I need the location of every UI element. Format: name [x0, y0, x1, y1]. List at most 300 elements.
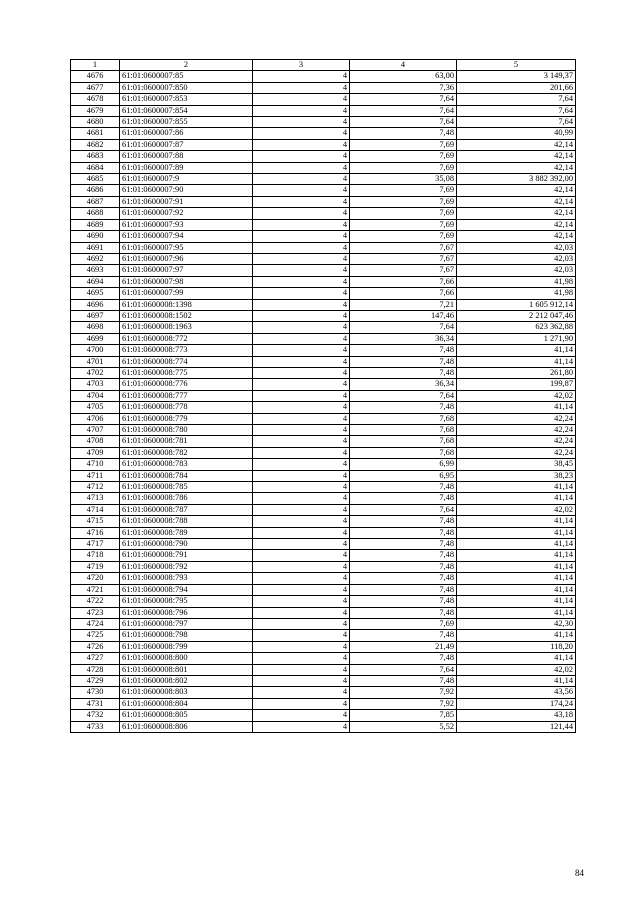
- cadastral-number: 61:01:0600008:782: [120, 447, 253, 458]
- column-3-value: 4: [253, 721, 350, 732]
- cadastral-number: 61:01:0600008:777: [120, 390, 253, 401]
- cadastral-number: 61:01:0600008:803: [120, 687, 253, 698]
- row-number: 4706: [71, 413, 120, 424]
- column-5-value: 41,14: [457, 516, 576, 527]
- table-row: [71, 459, 576, 470]
- column-4-value: 7,48: [350, 493, 457, 504]
- row-number: 4678: [71, 94, 120, 105]
- row-number: 4724: [71, 618, 120, 629]
- column-3-value: 4: [253, 219, 350, 230]
- row-number: 4719: [71, 561, 120, 572]
- column-5-value: 38,45: [457, 459, 576, 470]
- table-body: [71, 71, 576, 733]
- column-5-value: 3 149,37: [457, 71, 576, 82]
- column-3-value: 4: [253, 367, 350, 378]
- table-row: [71, 607, 576, 618]
- table-row: [71, 185, 576, 196]
- column-4-value: 7,48: [350, 596, 457, 607]
- table-row: [71, 139, 576, 150]
- row-number: 4697: [71, 310, 120, 321]
- column-3-value: 4: [253, 162, 350, 173]
- cadastral-number: 61:01:0600007:99: [120, 288, 253, 299]
- column-4-value: 7,36: [350, 82, 457, 93]
- cadastral-number: 61:01:0600008:806: [120, 721, 253, 732]
- column-4-value: 7,66: [350, 276, 457, 287]
- column-5-value: 121,44: [457, 721, 576, 732]
- column-5-value: 1 271,90: [457, 333, 576, 344]
- column-5-value: 42,14: [457, 162, 576, 173]
- cadastral-number: 61:01:0600008:1502: [120, 310, 253, 321]
- table-row: [71, 641, 576, 652]
- column-3-value: 4: [253, 82, 350, 93]
- cadastral-number: 61:01:0600007:91: [120, 196, 253, 207]
- row-number: 4711: [71, 470, 120, 481]
- column-5-value: 42,24: [457, 425, 576, 436]
- cadastral-number: 61:01:0600008:784: [120, 470, 253, 481]
- row-number: 4710: [71, 459, 120, 470]
- table-row: [71, 71, 576, 82]
- column-4-value: 6,95: [350, 470, 457, 481]
- column-3-value: 4: [253, 425, 350, 436]
- column-5-value: 40,99: [457, 128, 576, 139]
- column-header-5: 5: [457, 60, 576, 71]
- row-number: 4713: [71, 493, 120, 504]
- row-number: 4729: [71, 675, 120, 686]
- column-4-value: 21,49: [350, 641, 457, 652]
- column-3-value: 4: [253, 607, 350, 618]
- row-number: 4723: [71, 607, 120, 618]
- cadastral-number: 61:01:0600007:93: [120, 219, 253, 230]
- column-3-value: 4: [253, 139, 350, 150]
- column-header-4: 4: [350, 60, 457, 71]
- table-row: [71, 128, 576, 139]
- column-3-value: 4: [253, 345, 350, 356]
- table-row: [71, 117, 576, 128]
- column-3-value: 4: [253, 527, 350, 538]
- column-4-value: 7,64: [350, 664, 457, 675]
- table-row: [71, 288, 576, 299]
- column-3-value: 4: [253, 539, 350, 550]
- column-3-value: 4: [253, 687, 350, 698]
- table-row: [71, 231, 576, 242]
- cadastral-number: 61:01:0600008:799: [120, 641, 253, 652]
- row-number: 4721: [71, 584, 120, 595]
- column-3-value: 4: [253, 299, 350, 310]
- column-5-value: 42,03: [457, 265, 576, 276]
- row-number: 4696: [71, 299, 120, 310]
- column-5-value: 42,03: [457, 253, 576, 264]
- table-row: [71, 379, 576, 390]
- column-5-value: 42,24: [457, 436, 576, 447]
- cadastral-number: 61:01:0600008:787: [120, 504, 253, 515]
- table-row: [71, 698, 576, 709]
- column-5-value: 42,24: [457, 413, 576, 424]
- column-3-value: 4: [253, 276, 350, 287]
- row-number: 4683: [71, 151, 120, 162]
- table-header-row: [71, 60, 576, 71]
- column-3-value: 4: [253, 596, 350, 607]
- column-4-value: 7,68: [350, 447, 457, 458]
- row-number: 4682: [71, 139, 120, 150]
- cadastral-number: 61:01:0600008:802: [120, 675, 253, 686]
- cadastral-number: 61:01:0600008:793: [120, 573, 253, 584]
- column-4-value: 7,92: [350, 687, 457, 698]
- column-3-value: 4: [253, 253, 350, 264]
- cadastral-number: 61:01:0600008:790: [120, 539, 253, 550]
- column-5-value: 42,14: [457, 151, 576, 162]
- column-3-value: 4: [253, 653, 350, 664]
- column-3-value: 4: [253, 71, 350, 82]
- column-4-value: 7,69: [350, 185, 457, 196]
- table-row: [71, 402, 576, 413]
- column-header-3: 3: [253, 60, 350, 71]
- column-3-value: 4: [253, 436, 350, 447]
- row-number: 4688: [71, 208, 120, 219]
- cadastral-number: 61:01:0600007:855: [120, 117, 253, 128]
- row-number: 4709: [71, 447, 120, 458]
- row-number: 4679: [71, 105, 120, 116]
- table-row: [71, 356, 576, 367]
- row-number: 4701: [71, 356, 120, 367]
- column-5-value: 41,14: [457, 584, 576, 595]
- row-number: 4695: [71, 288, 120, 299]
- table-row: [71, 664, 576, 675]
- column-4-value: 7,48: [350, 584, 457, 595]
- table-row: [71, 390, 576, 401]
- cadastral-number: 61:01:0600007:85: [120, 71, 253, 82]
- column-5-value: 7,64: [457, 94, 576, 105]
- column-4-value: 7,69: [350, 208, 457, 219]
- cadastral-number: 61:01:0600008:791: [120, 550, 253, 561]
- row-number: 4733: [71, 721, 120, 732]
- column-3-value: 4: [253, 231, 350, 242]
- column-5-value: 623 362,88: [457, 322, 576, 333]
- column-4-value: 6,99: [350, 459, 457, 470]
- cadastral-number: 61:01:0600008:797: [120, 618, 253, 629]
- row-number: 4712: [71, 482, 120, 493]
- column-5-value: 118,20: [457, 641, 576, 652]
- column-5-value: 261,80: [457, 367, 576, 378]
- cadastral-number: 61:01:0600007:86: [120, 128, 253, 139]
- column-4-value: 147,46: [350, 310, 457, 321]
- table-row: [71, 333, 576, 344]
- table-row: [71, 299, 576, 310]
- table-row: [71, 550, 576, 561]
- column-5-value: 41,14: [457, 596, 576, 607]
- column-5-value: 41,14: [457, 527, 576, 538]
- table-row: [71, 596, 576, 607]
- column-4-value: 7,69: [350, 139, 457, 150]
- row-number: 4722: [71, 596, 120, 607]
- table-row: [71, 584, 576, 595]
- column-5-value: 7,64: [457, 117, 576, 128]
- row-number: 4726: [71, 641, 120, 652]
- column-4-value: 35,08: [350, 174, 457, 185]
- row-number: 4718: [71, 550, 120, 561]
- row-number: 4705: [71, 402, 120, 413]
- column-3-value: 4: [253, 333, 350, 344]
- column-4-value: 7,69: [350, 162, 457, 173]
- cadastral-number: 61:01:0600008:788: [120, 516, 253, 527]
- column-5-value: 199,87: [457, 379, 576, 390]
- column-3-value: 4: [253, 641, 350, 652]
- cadastral-number: 61:01:0600008:781: [120, 436, 253, 447]
- column-5-value: 1 605 912,14: [457, 299, 576, 310]
- table-row: [71, 653, 576, 664]
- column-5-value: 41,14: [457, 345, 576, 356]
- cadastral-number: 61:01:0600007:850: [120, 82, 253, 93]
- row-number: 4687: [71, 196, 120, 207]
- column-3-value: 4: [253, 265, 350, 276]
- column-header-2: 2: [120, 60, 253, 71]
- column-4-value: 7,64: [350, 504, 457, 515]
- column-4-value: 7,66: [350, 288, 457, 299]
- column-5-value: 41,14: [457, 561, 576, 572]
- cadastral-number: 61:01:0600007:89: [120, 162, 253, 173]
- row-number: 4702: [71, 367, 120, 378]
- cadastral-number: 61:01:0600007:97: [120, 265, 253, 276]
- column-3-value: 4: [253, 664, 350, 675]
- column-5-value: 174,24: [457, 698, 576, 709]
- table-row: [71, 675, 576, 686]
- column-3-value: 4: [253, 208, 350, 219]
- column-5-value: 41,14: [457, 630, 576, 641]
- cadastral-number: 61:01:0600008:805: [120, 710, 253, 721]
- cadastral-number: 61:01:0600008:794: [120, 584, 253, 595]
- table-row: [71, 425, 576, 436]
- column-4-value: 7,48: [350, 573, 457, 584]
- column-4-value: 7,67: [350, 253, 457, 264]
- table-row: [71, 482, 576, 493]
- column-4-value: 63,00: [350, 71, 457, 82]
- column-4-value: 5,52: [350, 721, 457, 732]
- table-row: [71, 516, 576, 527]
- table-row: [71, 618, 576, 629]
- column-3-value: 4: [253, 630, 350, 641]
- column-4-value: 7,67: [350, 265, 457, 276]
- row-number: 4693: [71, 265, 120, 276]
- cadastral-number: 61:01:0600008:774: [120, 356, 253, 367]
- table-row: [71, 436, 576, 447]
- column-5-value: 42,03: [457, 242, 576, 253]
- column-4-value: 7,48: [350, 539, 457, 550]
- table-row: [71, 253, 576, 264]
- cadastral-number: 61:01:0600007:98: [120, 276, 253, 287]
- column-4-value: 36,34: [350, 379, 457, 390]
- column-3-value: 4: [253, 356, 350, 367]
- column-5-value: 42,14: [457, 196, 576, 207]
- column-5-value: 41,98: [457, 276, 576, 287]
- row-number: 4703: [71, 379, 120, 390]
- column-4-value: 7,48: [350, 345, 457, 356]
- table-row: [71, 345, 576, 356]
- column-4-value: 7,92: [350, 698, 457, 709]
- cadastral-number: 61:01:0600008:776: [120, 379, 253, 390]
- table-row: [71, 265, 576, 276]
- column-3-value: 4: [253, 470, 350, 481]
- column-4-value: 7,21: [350, 299, 457, 310]
- cadastral-number: 61:01:0600008:804: [120, 698, 253, 709]
- column-5-value: 201,66: [457, 82, 576, 93]
- table-row: [71, 82, 576, 93]
- column-5-value: 41,14: [457, 539, 576, 550]
- column-3-value: 4: [253, 459, 350, 470]
- table-row: [71, 310, 576, 321]
- column-5-value: 41,14: [457, 356, 576, 367]
- data-table: [70, 59, 576, 733]
- column-5-value: 41,14: [457, 402, 576, 413]
- column-4-value: 7,48: [350, 607, 457, 618]
- cadastral-number: 61:01:0600008:779: [120, 413, 253, 424]
- column-5-value: 41,98: [457, 288, 576, 299]
- column-3-value: 4: [253, 493, 350, 504]
- table-row: [71, 527, 576, 538]
- column-4-value: 7,64: [350, 322, 457, 333]
- row-number: 4716: [71, 527, 120, 538]
- column-4-value: 7,69: [350, 618, 457, 629]
- column-4-value: 7,85: [350, 710, 457, 721]
- column-4-value: 7,69: [350, 151, 457, 162]
- cadastral-number: 61:01:0600007:90: [120, 185, 253, 196]
- column-5-value: 41,14: [457, 653, 576, 664]
- table-row: [71, 162, 576, 173]
- row-number: 4677: [71, 82, 120, 93]
- cadastral-number: 61:01:0600008:773: [120, 345, 253, 356]
- column-3-value: 4: [253, 516, 350, 527]
- column-3-value: 4: [253, 174, 350, 185]
- row-number: 4689: [71, 219, 120, 230]
- column-5-value: 7,64: [457, 105, 576, 116]
- table-row: [71, 174, 576, 185]
- column-5-value: 43,18: [457, 710, 576, 721]
- column-4-value: 7,48: [350, 402, 457, 413]
- column-4-value: 36,34: [350, 333, 457, 344]
- row-number: 4704: [71, 390, 120, 401]
- column-4-value: 7,48: [350, 550, 457, 561]
- column-3-value: 4: [253, 185, 350, 196]
- cadastral-number: 61:01:0600008:778: [120, 402, 253, 413]
- column-3-value: 4: [253, 584, 350, 595]
- column-3-value: 4: [253, 504, 350, 515]
- column-header-1: 1: [71, 60, 120, 71]
- cadastral-number: 61:01:0600008:1398: [120, 299, 253, 310]
- column-3-value: 4: [253, 151, 350, 162]
- column-5-value: 43,56: [457, 687, 576, 698]
- row-number: 4698: [71, 322, 120, 333]
- cadastral-number: 61:01:0600007:96: [120, 253, 253, 264]
- cadastral-number: 61:01:0600007:95: [120, 242, 253, 253]
- column-4-value: 7,48: [350, 561, 457, 572]
- cadastral-number: 61:01:0600008:772: [120, 333, 253, 344]
- column-3-value: 4: [253, 402, 350, 413]
- cadastral-number: 61:01:0600008:775: [120, 367, 253, 378]
- cadastral-number: 61:01:0600007:92: [120, 208, 253, 219]
- cadastral-number: 61:01:0600008:801: [120, 664, 253, 675]
- row-number: 4684: [71, 162, 120, 173]
- column-4-value: 7,68: [350, 436, 457, 447]
- column-3-value: 4: [253, 413, 350, 424]
- table-row: [71, 493, 576, 504]
- row-number: 4730: [71, 687, 120, 698]
- column-3-value: 4: [253, 310, 350, 321]
- column-5-value: 42,14: [457, 139, 576, 150]
- table-row: [71, 219, 576, 230]
- table-row: [71, 105, 576, 116]
- row-number: 4690: [71, 231, 120, 242]
- row-number: 4717: [71, 539, 120, 550]
- cadastral-number: 61:01:0600008:789: [120, 527, 253, 538]
- cadastral-number: 61:01:0600008:1963: [120, 322, 253, 333]
- column-5-value: 42,14: [457, 185, 576, 196]
- cadastral-number: 61:01:0600008:792: [120, 561, 253, 572]
- column-3-value: 4: [253, 390, 350, 401]
- table-row: [71, 322, 576, 333]
- column-3-value: 4: [253, 618, 350, 629]
- column-4-value: 7,48: [350, 367, 457, 378]
- table-row: [71, 276, 576, 287]
- table-row: [71, 470, 576, 481]
- column-3-value: 4: [253, 288, 350, 299]
- column-5-value: 42,02: [457, 390, 576, 401]
- column-3-value: 4: [253, 322, 350, 333]
- page-number: 84: [575, 868, 584, 878]
- column-4-value: 7,64: [350, 117, 457, 128]
- table-row: [71, 196, 576, 207]
- row-number: 4714: [71, 504, 120, 515]
- cadastral-number: 61:01:0600007:9: [120, 174, 253, 185]
- cadastral-number: 61:01:0600007:94: [120, 231, 253, 242]
- table-row: [71, 151, 576, 162]
- row-number: 4699: [71, 333, 120, 344]
- column-5-value: 42,14: [457, 219, 576, 230]
- column-3-value: 4: [253, 242, 350, 253]
- cadastral-number: 61:01:0600008:783: [120, 459, 253, 470]
- table-row: [71, 710, 576, 721]
- row-number: 4691: [71, 242, 120, 253]
- column-4-value: 7,48: [350, 482, 457, 493]
- column-3-value: 4: [253, 128, 350, 139]
- row-number: 4727: [71, 653, 120, 664]
- table-row: [71, 367, 576, 378]
- column-3-value: 4: [253, 698, 350, 709]
- column-4-value: 7,48: [350, 516, 457, 527]
- column-5-value: 41,14: [457, 550, 576, 561]
- row-number: 4692: [71, 253, 120, 264]
- table-row: [71, 573, 576, 584]
- table-row: [71, 413, 576, 424]
- cadastral-number: 61:01:0600007:853: [120, 94, 253, 105]
- row-number: 4676: [71, 71, 120, 82]
- column-4-value: 7,64: [350, 94, 457, 105]
- column-3-value: 4: [253, 196, 350, 207]
- cadastral-number: 61:01:0600008:780: [120, 425, 253, 436]
- column-5-value: 41,14: [457, 482, 576, 493]
- cadastral-number: 61:01:0600007:88: [120, 151, 253, 162]
- column-5-value: 38,23: [457, 470, 576, 481]
- column-4-value: 7,64: [350, 390, 457, 401]
- column-4-value: 7,48: [350, 653, 457, 664]
- column-3-value: 4: [253, 447, 350, 458]
- column-4-value: 7,48: [350, 128, 457, 139]
- table-row: [71, 447, 576, 458]
- column-5-value: 42,02: [457, 504, 576, 515]
- column-5-value: 42,24: [457, 447, 576, 458]
- table-row: [71, 721, 576, 732]
- column-4-value: 7,64: [350, 105, 457, 116]
- row-number: 4715: [71, 516, 120, 527]
- column-3-value: 4: [253, 94, 350, 105]
- cadastral-number: 61:01:0600008:786: [120, 493, 253, 504]
